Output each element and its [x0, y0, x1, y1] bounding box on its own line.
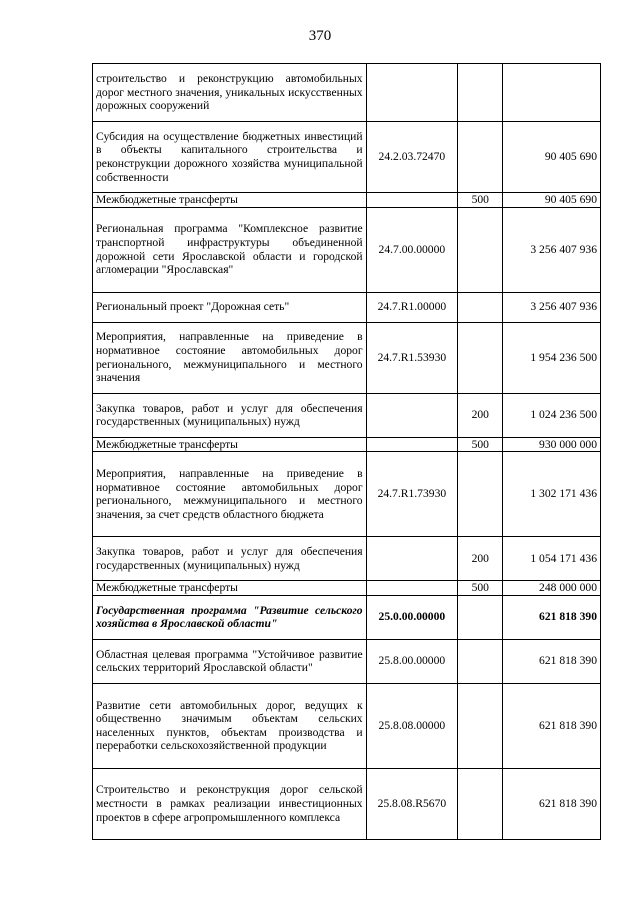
row-code-cell: [366, 437, 458, 452]
row-name-cell: Мероприятия, направленные на приведение в нормативное состояние автомобильных дорог регионального, межмуниципального и местного значения: [93, 322, 367, 393]
table-row: [93, 437, 601, 452]
row-name-cell: Мероприятия, направленные на приведение в нормативное состояние автомобильных дорог регионального, межмуниципального и местного значения, за счет средств областного бюджета: [93, 452, 367, 537]
table-row: [93, 639, 601, 683]
row-expense-type-cell: 200: [458, 393, 503, 437]
row-expense-type-cell: 500: [458, 193, 503, 208]
row-name-cell: Развитие сети автомобильных дорог, ведущих к общественно значимым объектам сельских населенных пунктов, объектам производства и переработки сельскохозяйственной продукции: [93, 683, 367, 768]
row-amount-cell: 90 405 690: [503, 122, 601, 193]
row-amount-cell: 1 302 171 436: [503, 452, 601, 537]
row-amount-cell: 1 024 236 500: [503, 393, 601, 437]
table-row: [93, 768, 601, 839]
row-name-cell: Закупка товаров, работ и услуг для обеспечения государственных (муниципальных) нужд: [93, 393, 367, 437]
row-amount-cell: 1 954 236 500: [503, 322, 601, 393]
row-amount-cell: 3 256 407 936: [503, 207, 601, 292]
row-expense-type-cell: [458, 64, 503, 122]
table-row: [93, 207, 601, 292]
row-amount-cell: 248 000 000: [503, 581, 601, 596]
row-code-cell: 25.8.08.00000: [366, 683, 458, 768]
table-row: [93, 64, 601, 122]
row-expense-type-cell: [458, 322, 503, 393]
row-expense-type-cell: [458, 768, 503, 839]
table-row: [93, 322, 601, 393]
budget-table-body: [93, 64, 601, 840]
row-amount-cell: 90 405 690: [503, 193, 601, 208]
row-expense-type-cell: 200: [458, 537, 503, 581]
row-name-cell: Межбюджетные трансферты: [93, 193, 367, 208]
row-code-cell: 25.0.00.00000: [366, 595, 458, 639]
table-row: [93, 193, 601, 208]
row-name-cell: строительство и реконструкцию автомобильных дорог местного значения, уникальных искусственных дорожных сооружений: [93, 64, 367, 122]
row-code-cell: [366, 193, 458, 208]
table-row-program: [93, 595, 601, 639]
row-name-cell: Межбюджетные трансферты: [93, 437, 367, 452]
row-amount-cell: 1 054 171 436: [503, 537, 601, 581]
row-expense-type-cell: [458, 122, 503, 193]
row-code-cell: 24.7.R1.53930: [366, 322, 458, 393]
budget-table: [92, 63, 601, 840]
row-expense-type-cell: [458, 452, 503, 537]
row-expense-type-cell: 500: [458, 437, 503, 452]
row-code-cell: 24.2.03.72470: [366, 122, 458, 193]
row-amount-cell: 621 818 390: [503, 595, 601, 639]
row-code-cell: 24.7.R1.73930: [366, 452, 458, 537]
row-code-cell: 25.8.08.R5670: [366, 768, 458, 839]
row-amount-cell: 621 818 390: [503, 683, 601, 768]
row-name-cell: Строительство и реконструкция дорог сельской местности в рамках реализации инвестиционных проектов в сфере агропромышленного комплекса: [93, 768, 367, 839]
table-row: [93, 292, 601, 322]
row-name-cell: Областная целевая программа "Устойчивое развитие сельских территорий Ярославской области": [93, 639, 367, 683]
row-expense-type-cell: [458, 207, 503, 292]
row-name-cell: Межбюджетные трансферты: [93, 581, 367, 596]
row-amount-cell: 621 818 390: [503, 768, 601, 839]
row-code-cell: [366, 581, 458, 596]
row-amount-cell: 621 818 390: [503, 639, 601, 683]
table-row: [93, 683, 601, 768]
row-name-cell: Субсидия на осуществление бюджетных инвестиций в объекты капитального строительства и реконструкции дорожного хозяйства муниципальной собственности: [93, 122, 367, 193]
row-code-cell: [366, 537, 458, 581]
row-code-cell: [366, 393, 458, 437]
row-expense-type-cell: [458, 683, 503, 768]
row-code-cell: 24.7.00.00000: [366, 207, 458, 292]
row-expense-type-cell: 500: [458, 581, 503, 596]
table-row: [93, 537, 601, 581]
row-code-cell: [366, 64, 458, 122]
table-row: [93, 452, 601, 537]
row-amount-cell: 930 000 000: [503, 437, 601, 452]
row-name-cell: Региональная программа "Комплексное развитие транспортной инфраструктуры объединенной дорожной сети Ярославской области и городской агломерации "Ярославская": [93, 207, 367, 292]
row-name-cell: Государственная программа "Развитие сельского хозяйства в Ярославской области": [93, 595, 367, 639]
row-code-cell: 25.8.00.00000: [366, 639, 458, 683]
table-row: [93, 393, 601, 437]
table-row: [93, 122, 601, 193]
page-number: 370: [308, 28, 332, 44]
row-expense-type-cell: [458, 595, 503, 639]
row-name-cell: Региональный проект "Дорожная сеть": [93, 292, 367, 322]
row-expense-type-cell: [458, 639, 503, 683]
row-amount-cell: 3 256 407 936: [503, 292, 601, 322]
row-code-cell: 24.7.R1.00000: [366, 292, 458, 322]
row-amount-cell: [503, 64, 601, 122]
row-expense-type-cell: [458, 292, 503, 322]
table-row: [93, 581, 601, 596]
row-name-cell: Закупка товаров, работ и услуг для обеспечения государственных (муниципальных) нужд: [93, 537, 367, 581]
